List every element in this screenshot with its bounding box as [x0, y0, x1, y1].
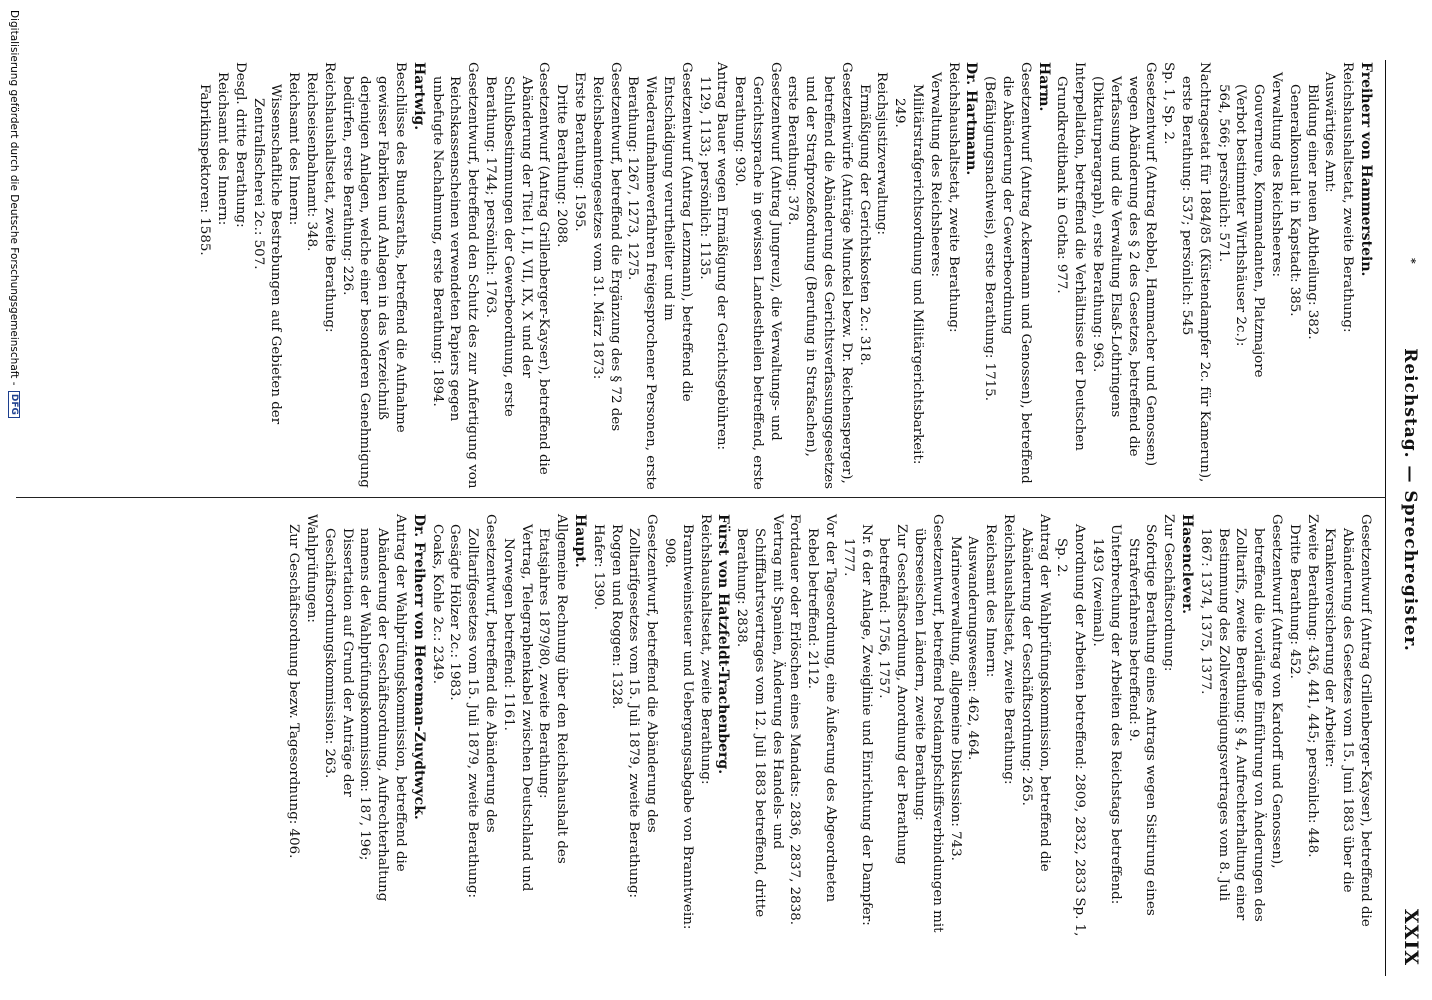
speaker-name: Dr. Freiherr von Heereman-Zuydtwyck. — [410, 514, 427, 820]
right-column — [283, 514, 1374, 942]
entry-line: Reichsamt des Innern: — [215, 72, 230, 226]
entry-line: Verwaltung des Reichsheeres: — [1269, 72, 1285, 278]
entry-line: Militärstrafgerichtsordnung und Militärgerichtsbarkeit: 249. — [892, 84, 926, 465]
entry-line: Vertrag mit Spanien, Änderung des Handels- und Schifffahrtsvertrages vom 12. Juli 1883 betreffend, dritte Berathung: 2838. — [734, 514, 785, 918]
entry-line: Dritte Berathung: 452. — [1286, 524, 1302, 679]
entry-line: Gesetzentwurf (Antrag Jungreuz), die Verwaltungs- und Gerichtssprache in gewissen Landestheilen betreffend, erste Berathung: 930. — [732, 62, 783, 490]
left-column — [194, 62, 1374, 490]
entry-line: Gesetzentwurf (Antrag Lenzmann), betreffend die Entschädigung verurtheilter und im Wiederaufnahmeverfahren freigesprochener Personen, erste Berathung: 1267, 1273, 1275. — [625, 62, 694, 490]
header-rule — [1385, 60, 1386, 976]
index-entry — [980, 62, 1051, 490]
index-entry — [284, 514, 426, 942]
entry-line: (Verbot bestimmter Wirthshäuser 2c.): — [1233, 84, 1249, 347]
entry-line: Sofortige Berathung eines Antrags wegen Sistirung eines Strafverfahrens betreffend: 9. — [1125, 524, 1159, 916]
entry-line: Reichshaushaltsetat, zweite Berathung: — [1340, 62, 1356, 333]
entry-line: Zur Geschäftsordnung, Anordnung der Berathung betreffend: 1756, 1757. — [876, 524, 910, 865]
page-header — [1390, 0, 1432, 1000]
entry-line: Ermäßigung der Gerichtskosten 2c.: 318. — [856, 84, 872, 366]
entry-line: Gesetzentwurf, betreffend die Abänderung des Zolltarifgesetzes vom 15. Juli 1879, zweite Berathung: — [465, 514, 498, 899]
entry-line: Reichsamt des Innern: — [286, 72, 302, 226]
entry-line: Zur Geschäftsordnung: — [1161, 514, 1177, 672]
entry-line: Roggen und Roggen: 1328. — [608, 524, 624, 710]
footer-text: Digitalisierung gefördert durch die Deutsche Forschungsgemeinschaft - — [8, 10, 20, 386]
entry-line: Gesetzentwurf, betreffend die Abänderung des Zolltarifgesetzes vom 15. Juli 1879, zweite Berathung: — [626, 514, 660, 899]
entry-line: Marineverwaltung, allgemeine Diskussion: 743. — [947, 536, 963, 861]
index-entry — [1196, 514, 1374, 942]
entry-line: Hafer: 1390. — [590, 524, 606, 611]
entry-line: Antrag der Wahlprüfungskommission, betreffend die Abänderung der Geschäftsordnung: 265. — [1018, 514, 1052, 872]
entry-line: Gesetzentwurf, betreffend die Ergänzung des § 72 des Reichsbeamtengesetzes vom 31. März 1873: — [589, 62, 623, 432]
index-entry — [732, 514, 1195, 942]
entry-line: Gesetzentwurf (Antrag Ackermann und Genossen), betreffend die Abänderung der Gewerbeordnung (Befähigungsnachweis), erste Berathung: 1715. — [982, 62, 1033, 484]
entry-line: Antrag Bauer wegen Ermäßigung der Gerichtsgebühren: 1129, 1133; persönlich: 1135. — [696, 62, 730, 451]
entry-line: Dritte Berathung: 2088. — [554, 84, 570, 248]
entry-line: Wahlprüfungen: — [303, 514, 319, 623]
entry-line: Anordnung der Arbeiten betreffend: 2809, 2832, 2833 Sp. 1, Sp. 2. — [1054, 524, 1088, 937]
index-entry — [428, 62, 980, 490]
entry-line: Generalkonsulat in Kapstadt: 385. — [1286, 84, 1302, 317]
entry-line: Fortdauer oder Erlöschen eines Mandats: 2836, 2837, 2838. — [787, 514, 803, 925]
entry-line: Reichshaushaltsetat, zweite Berathung: — [1001, 514, 1017, 785]
index-entry — [195, 62, 426, 490]
entry-line: Vertrag, Telegraphenkabel zwischen Deutschland und Norwegen betreffend: 1161. — [500, 524, 534, 892]
entry-line: Reichshaushaltsetat, zweite Berathung: — [945, 62, 961, 333]
index-entry — [1053, 62, 1213, 490]
speaker-name: Fürst von Hatzfeldt-Trachenberg. — [715, 514, 732, 775]
entry-line: Gesetzentwurf (Antrag Rebbel, Hammacher und Genossen) wegen Abänderung des § 2 des Gesetzes, betreffend die Verfassung und die Verwaltung Elsaß-Lothringens (Diktaturparagraph), erste Berathung: 963. — [1090, 62, 1159, 467]
entry-line: Gesetzentwurf, betreffend Postdampfschiffsverbindungen mit überseeischen Ländern, zweite Berathung: — [912, 514, 945, 933]
entry-line: Wissenschaftliche Bestrebungen auf Gebieten der Zentralfischerei 2c.: 507. — [250, 84, 284, 425]
speaker-name: Harm. — [1035, 62, 1052, 112]
entry-line: Reichsamt des Innern: — [983, 524, 999, 678]
entry-line: Gesetzentwürfe (Anträge Munckel bezw. Dr. Reichensperger), betreffend die Abänderung des Gerichtsverfassungsgesetzes und der Strafprozeßordnung (Berufung in Strafsachen), erste Berathung: 378. — [785, 62, 854, 490]
entry-line: Reichsjustizverwaltung: — [874, 72, 890, 235]
entry-line: Reichshaushaltsetat, zweite Berathung: — [321, 62, 337, 333]
entry-line: Verwaltung des Reichsheeres: — [927, 72, 943, 278]
entry-line: Desgl. dritte Berathung: — [232, 62, 248, 228]
running-title: Reichstag. — Sprechregister. — [1400, 348, 1420, 652]
entry-line: Gesetzentwurf (Antrag von Kardorff und Genossen), betreffend die vorläufige Einführung von Änderungen des Zolltarifs, zweite Berathung: § 4, Aufrechterhaltung einer Bestimmung des Zollvereinigungsvertrages vom 8. Juli 1867: 1374, 1375, 1377. — [1197, 514, 1285, 922]
speaker-name: Dr. Hartmann. — [963, 62, 980, 176]
index-entry — [589, 514, 731, 942]
entry-line: Gesetzentwurf (Antrag Grillenberger-Kayser), betreffend die Abänderung der Titel I, II, VII, IX, X und der Schlußbestimmungen der Gewerbeordnung, erste Berathung: 1744; persönlich: 1763. — [482, 62, 552, 475]
entry-line: Unterbrechung der Arbeiten des Reichstags betreffend: 1493 (zweimal). — [1090, 524, 1123, 905]
page-number: XXIX — [1400, 908, 1422, 966]
column-divider — [16, 497, 1386, 498]
index-entry — [428, 514, 588, 942]
entry-line: 564, 566; persönlich: 571. — [1215, 84, 1231, 263]
entry-line: Nr. 6 der Anlage, Zweiglinie und Einrichtung der Dampfer: 1777. — [840, 524, 874, 926]
entry-line: Fabrikinspektoren: 1585. — [197, 84, 213, 256]
entry-line: Gesetzentwurf, betreffend den Schutz des zur Anfertigung von Reichskassenscheinen verwendeten Papiers gegen unbefugte Nachahmung, erste Berathung: 1894. — [429, 62, 481, 489]
speaker-name: Freiherr von Hammerstein. — [1358, 62, 1374, 277]
entry-line: Gesetzentwurf (Antrag Grillenberger-Kayser), betreffend die Abänderung des Gesetzes vom 15. Juni 1883 über die Krankenversicherung der Arbeiter: — [1322, 514, 1373, 927]
header-mark: * — [1405, 258, 1418, 264]
speaker-name: Haupt. — [571, 514, 588, 568]
entry-line: Erste Berathung: 1595. — [571, 72, 587, 232]
entry-line: Zweite Berathung: 436, 441, 445; persönlich: 448. — [1304, 514, 1320, 858]
entry-line: Nachtragsetat für 1884/85 (Küstendampfer 2c. für Kamerun), erste Berathung: 537; persönlich: 545 — [1179, 62, 1212, 483]
entry-line: Allgemeine Rechnung über den Reichshaushalt des Etatsjahres 1879/80, zweite Berathung: — [536, 514, 570, 864]
entry-line: Interpellation, betreffend die Verhältnisse der Deutschen Grundkreditbank in Gotha: 977. — [1054, 62, 1088, 451]
entry-line: Vor der Tagesordnung, eine Äußerung des Abgeordneten Rebel betreffend: 2112. — [805, 514, 839, 903]
entry-line: Coaks, Kohle 2c.: 2349. — [429, 524, 445, 684]
entry-line: Sp. 1, Sp. 2. — [1161, 62, 1177, 145]
entry-line: Bildung einer neuen Abtheilung: 382. — [1304, 84, 1320, 340]
digitization-footer — [8, 10, 20, 418]
entry-line: Auswanderungswesen: 462, 464. — [965, 536, 981, 761]
entry-line: Zur Geschäftsordnung bezw. Tagesordnung: 406. — [286, 524, 302, 859]
entry-line: Gesägte Hölzer 2c.: 1983. — [447, 524, 463, 701]
entry-line: Auswärtiges Amt: — [1322, 72, 1338, 193]
entry-line: Gouverneure, Kommandanten, Platzmajore — [1251, 84, 1267, 378]
speaker-name: Hasenclever. — [1179, 514, 1196, 615]
index-entry — [1214, 62, 1374, 490]
dfg-logo: DFG — [8, 391, 20, 418]
entry-line: Branntweinsteuer und Uebergangsabgabe von Branntwein: 908. — [661, 524, 695, 930]
entry-line: Reichseisenbahnamt: 348. — [303, 72, 319, 252]
entry-line: Antrag der Wahlprüfungskommission, betreffend die Abänderung der Geschäftsordnung, Aufrechterhaltung namens der Wahlprüfungskommission: 187, 196; Dissertation auf Grund der Anträge der Geschäftsordnungskommission: 263. — [321, 514, 408, 902]
entry-line: Reichshaushaltsetat, zweite Berathung: — [697, 514, 713, 785]
speaker-name: Hartwig. — [410, 62, 427, 131]
entry-line: Beschlüsse des Bundesraths, betreffend die Aufnahme gewisser Fabriken und Anlagen in das Verzeichniß derjenigen Anlagen, welche einer besonderen Genehmigung bedürfen, erste Berathung: 226. — [339, 62, 408, 488]
